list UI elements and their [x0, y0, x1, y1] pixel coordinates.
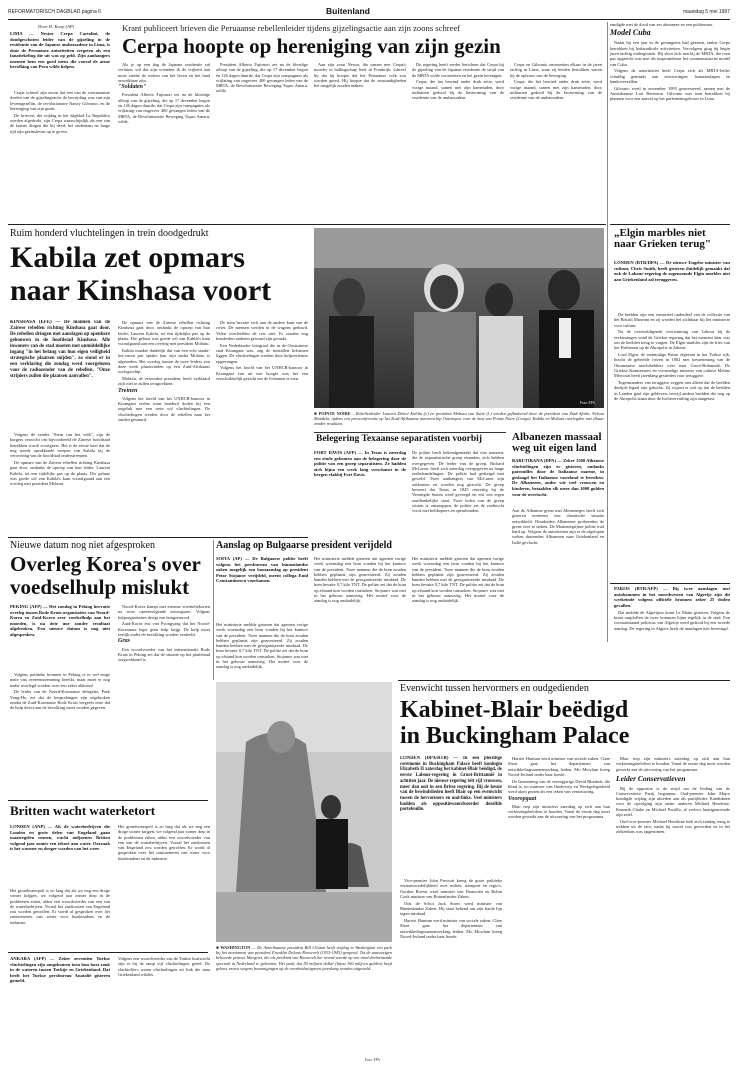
water-lead: LONDEN (ANP) — Als de waterbedrijven die Londen en grote delen van Engeland gaan maatregelen nemen, wacht miljoenen Britten volgend jaar zomer een tekort aan water. Oorzaak is het warmer en droger worden van het weer. — [10, 824, 110, 852]
blair-para: Oud-vice-premier Michael Heseltine leek zich zondag terug te trekken uit de race, nadat hij onwel was geworden en in het ziekenhuis was opgenomen. — [616, 818, 730, 835]
cuba-para: Volgens de autoriteiten heeft Cerpa zich als MRTA-leider schuldig gemaakt aan ontvoeringen, bomaanslagen en bankovervallen. — [610, 68, 730, 85]
kabila-body-col3 — [216, 320, 308, 532]
section-rule — [8, 224, 606, 225]
bulgarije-lead: SOFIA (AP) — De Bulgaarse politie heeft volgens het persbureau van binnenlandse zaken mogelijk een bomaanslag op president Petar Stojanov verijdeld, meent collega Emil Constantinescu voorkomen. — [216, 556, 308, 584]
kabila-photo-image — [314, 228, 604, 408]
issue-date: maandag 5 mei 1997 — [683, 9, 730, 15]
korea-kicker: Nieuwe datum nog niet afgesproken — [10, 540, 155, 551]
peru-para: De regering heeft eerder berichten dat Cerpa bij de gijzeling van de Japanse residentie de strijd van de MRTA wilde voortzetten en het gezin herenigen. — [412, 62, 504, 78]
korea-body-col2 — [118, 604, 210, 797]
kabila-para: Volgens de zender "Stem van het volk", zijn de burgers verzocht om bijvoorbeeld de Zaïrese hoofdstad betrekken wordt voortgezet. Het is de eerste keer dat de nog steeds oprukkende troepen van Kabila hij de verovering van de hoofdstad onderstreepten. — [10, 432, 110, 459]
kabila-para: De trein bevatte zich aan de andere kant van de rivier. De mensen werden in de wagons geduwd. Velen overleefden de reis niet. Er zouden nog honderden anderen gewond zijn geraakt. — [216, 320, 308, 341]
cuba-para: Nadat hij een jaar in de gevangenis had gezeten, raakte Cerpa betrokken bij linksradicale activiteiten. Vervolgens ging hij begin jaren tachtig ondergronds. Hij sloot zich aan bij de MRTA, die toen pas opgericht was met als inspiratiebron het communistische model van Cuba. — [610, 40, 730, 67]
blair-kicker: Evenwicht tussen hervormers en oudgedienden — [400, 683, 589, 694]
elgin-para: Tegenstanders van teruggave zeggen niet alleen dat de beelden destijds legaal zijn gekocht. Zij wijzen er ook op dat de beelden in Londen gaaf zijn gebleven, terwijl andere beelden die nog op de Akropolis staan door de luchtvervuiling zijn aangetast. — [614, 380, 730, 401]
kabila-subhead: Treinen — [118, 387, 138, 394]
peru-lead: LIMA — Nestor Cerpa Cartolini, de doodgeschoten leider van de gijzeling in de residentie van de Japanse ambassadeur in Lima, is door de Peruaanse autoriteiten vergeten als een fanatiekeling die uit was op geld. Zijn aanhangers noemen hem een goed mens die vooral de arme bevolking van Peru wilde helpen. — [10, 31, 110, 69]
blair-para: Ook de Schot Jack Straw werd minister van Binnenlandse Zaken. Hij staat bekend om zijn harde lijn tegen misdaad. — [400, 900, 502, 917]
albanezen-headline: Albanezen massaal weg uit eigen land — [512, 431, 602, 455]
bulgarije-body: Het ministerie meldde gisteren dat agenten vorige week woensdag een bom vonden bij het kantoor van de president. Twee mannen die de bom zouden hebben geplaatst zijn gearresteerd. Zij zouden banden hebben met de georganiseerde misdaad. De bom bevatte 0,7 kilo TNT. De politie zei dat de bom op afstand kon worden ontstoken. Stojanov was niet in het gebouw aanwezig. Het motief voor de aanslag is nog onduidelijk. — [216, 622, 308, 670]
blair-para: Bij de oppositie is de strijd om de leiding van de Conservatieve Partij begonnen. Oud-premier John Major kondigde vrijdag zijn aftreden aan als partijleider. Kandidaten voor de opvolging zijn onder anderen Michael Heseltine, Kenneth Clarke en Michael Portillo, al verloor laatstgenoemde zijn zetel. — [616, 785, 730, 818]
korea-body-col1 — [10, 672, 110, 797]
kabila-headline-2: naar Kinshasa voort — [10, 274, 272, 307]
peru-para: Als je op een dag de Japanse residentie zal verlaten, wil dat zijn vrienden ik de vrijheid aan moet omdat de wetten van het leven en het land onwrikbaar zijn. — [118, 62, 210, 83]
elgin-para: De beelden zijn een essentieel onderdeel van de collectie van het British Museum en zij worden het zichtbaar bij het ministerie voor cultuur. — [614, 312, 730, 328]
clinton-caption-lead: WASHINGTON — [220, 945, 251, 950]
section-rule-2 — [8, 537, 308, 538]
peru-para: Cerpa schreef zijn zoons dat een van de voornaamste doelen van de gijzelingsactie de bevrijding was van zijn levensgezellin, de revolutionaire Nancy Gilvonio, en de hereniging van zijn gezin. — [10, 90, 110, 111]
korea-lead: PEKING (AFP) — Het zondag in Peking hervatte overleg tussen Rode Kruis-organisaties van Noord-Korea en Zuid-Korea over voedselhulp aan het noorden, is na drie uur zonder resultaat afgebroken. Een nieuwe datum is nog niet afgesproken. — [10, 604, 110, 637]
kabila-para: Volgens het hoofd van het UNHCR-kantoor in Kisangani vielen ruim honderd doden bij een ongeluk met een trein vol vluchtelingen. De vluchtelingen werden door de rebellen naar het zuiden gestuurd. — [118, 395, 210, 423]
kabila-photo-credit: Foto: EPA — [580, 401, 595, 405]
cuba-subhead: Model Cuba — [610, 28, 651, 38]
blair-body-col3 — [616, 756, 730, 1060]
page-header — [8, 6, 730, 20]
blair-para: Blair riep zijn ministers zaterdag op zich aan hun verkiezingsbeloften te houden. Vanaf de eerste dag moet worden gewerkt aan de uitvoering van het programma. — [616, 756, 730, 772]
kabila-lead: KINSHASA (EFE) — De mannen van de Zaïrese rebellen richting Kinshasa gaat door. De rebellen dringen met aanslagen op openbare gebouwen in de hoofdstad Kinshasa. Alle inwoners van de stad moeten met onmiddellijke ingang "in het belang van hun eigen veiligheid strategische plaatsen mijden", zo stond er in een verklaring die zondag werd voorgelezen voor de radiozender van de rebellen. "Onze strijders zullen die plaatsen aanvallen". — [10, 320, 110, 379]
paris-body: Dat meldde de Algerijnse krant Le Matin gisteren. Volgens de krant ontploffen de twee bommen bijna tegelijk in de stad. Een vooraanstaand politicus van Algerije werd gedood bij een tweede aanslag. De regering in Algiers heeft de aanslagen niet bevestigd. — [614, 609, 730, 631]
paris-article — [614, 586, 730, 646]
texas-body: De politie heeft bekendgemaakt dat vier mannen, die de separatistische groep steunden, zich hebben overgegeven. De leider van de groep, Richard McLaren, heeft zich zaterdag overgegeven na lange onderhandelingen. De politie had gedreigd met geweld. Twee aanhangers van McLaren zijn ontkomen en worden nog gezocht. De groep beweert dat Texas in 1845 onwettig bij de Verenigde Staten werd gevoegd en eist een eigen onafhankelijke staat. Twee leden van de groep wisten te ontsnappen, de politie zet de zoektocht voort met helikopters en speurhonden. — [412, 450, 504, 514]
header-rule — [8, 19, 730, 20]
kabila-body-col1 — [10, 432, 110, 532]
column-rule — [213, 540, 214, 680]
texas-headline: Belegering Texaanse separatisten voorbij — [316, 434, 482, 444]
peru-body-col3 — [216, 62, 308, 220]
cuba-intro: eindigde met de dood van zes abonnees en een politieman. — [610, 22, 713, 27]
kabila-para: Kabila maakte duidelijk dat van een echt staakt-het-vuren pas sprake kan zijn nadat Mobutu is afgetreden. Het overleg tussen de twee leiders zou deze week plaatsvinden op een Zuid-Afrikaans oorlogsschip. — [118, 347, 210, 375]
korea-para: Noord-Korea kampt met enorme voedseltekorten na twee opeenvolgende misoogsten. Volgens hulporganisaties dreigt een hongersnood. — [118, 604, 210, 620]
albanezen-body: Aan de Albanese grens met Montenegro heeft zich gisteren eveneens een chaotische situatie ontwikkeld. Honderden Albanezen probeerden de grens over te steken. De Montenegrijnse politie trad hard op. Volgens de autoriteiten zijn er de afgelopen weken duizenden Albanezen naar Griekenland en Italië gevlucht. — [512, 508, 604, 545]
clinton-caption-text: — De Amerikaanse president Bill Clinton heeft vrijdag in Washington een park bij het monument van president Franklin Delano Roosevelt (1933-1945) geopend. Tot de aanwezigen behoorde prinses Margriet, die als peetkind van Roosevelt het woord voerde op een rond deelnemende speciaal in Nederland te gebeuren. Het park, dat 50 miljoen dollar (bijna 100 miljoen gulden) heeft gekost, moest wegens bezuinigingen op de overheidsuitgaven jarenlang worden uitgesteld. — [216, 945, 393, 971]
blair-para: Harriet Harman werd minister van sociale zaken. Clare Short gaat het departement van ontwikkelingssamenwerking leiden. Mo Mowlam kreeg Noord-Ierland onder haar hoede. — [508, 756, 610, 777]
korea-headline-1: Overleg Korea's over — [10, 552, 201, 576]
kabila-body-col2 — [118, 320, 210, 532]
blair-para: Vice-premier John Prescott kreeg de grote politieke verantwoordelijkheid over milieu, transport en regio's. Gordon Brown werd minister van Financiën en Robin Cook minister van Buitenlandse Zaken. — [400, 878, 502, 899]
blair-subhead-2: Leider Conservatieven — [616, 773, 686, 783]
blair-para: Blair riep zijn ministers zaterdag op zich aan hun verkiezingsbeloften te houden. Vanaf de eerste dag moet worden gewerkt aan de uitvoering van het programma. — [508, 803, 610, 820]
kabila-headline-1: Kabila zet opmars — [10, 241, 245, 274]
water-rule — [8, 800, 208, 801]
ankara-rule — [8, 952, 208, 953]
blair-headline-1: Kabinet-Blair beëdigd — [400, 697, 629, 723]
kabila-kicker: Ruim honderd vluchtelingen in trein doodgedrukt — [10, 228, 209, 239]
korea-para: De leider van de Noord-Koreaanse delegatie, Paek Yong-Ho, zei dat de besprekingen zijn afgebroken omdat de Zuid-Koreaanse Rode Kruis vergeefs eiste dat de hulp direct aan de bevolking moet worden gegeven. — [10, 689, 110, 711]
kabila-para: De opmars van de Zaïrese rebellen richting Kinshasa gaat door, ondanks de oproep van hun leider, Laurent Kabila, tot een tijdelijke pas op de plaats. Die gebaar was goede wil van Kabila's kant voorafgaand aan een overleg met president Mobutu. — [10, 459, 110, 487]
water-body-2: Het grondwaterpeil is zo laag dat als we nog een droge winter krijgen, we volgend jaar zomer diep in de problemen zitten, aldus een woordvoerder van een van de waterbedrijven. Vooral het zuidoosten van Engeland zou worden getroffen. Er wordt al gesproken over het rantsoeneren van water voor huishoudens en de industrie. — [118, 824, 210, 861]
kabila-para: Volgens het hoofd van het UNHCR-kantoor in Kisangani van uit een hoogte was het een verschrikkelijk gezicht om de lichamen te zien. — [216, 365, 308, 381]
texas-lead: FORT DAVIS (AFP) — In Texas is zaterdag een einde gekomen aan de belegering door de politie van een groep separatisten. Ze hadden zich bijna een week lang verschanst in de bergen vlakbij Fort Davis. — [314, 450, 406, 478]
elgin-rule — [610, 224, 730, 225]
peru-kicker: Krant publiceert brieven die Peruaanse rebellenleider tijdens gijzelingsactie aan zijn zoons schreef — [122, 23, 461, 33]
ankara-lead: ANKARA (AFP) — Zeker zeventien Turkse vluchtelingen zijn omgekomen toen hun boot zonk in de wateren tussen Turkije en Griekenland. Dat heeft het Turkse persbureau Anatolië gisteren gemeld. — [10, 956, 110, 984]
blair-subhead-1: Vooropgaat — [508, 795, 537, 802]
korea-para: Volgens politieke bronnen in Peking is er wel enige mate van overeenstemming bereikt, maar moet er nog nader overlegd worden over een zeker akkoord. — [10, 672, 110, 688]
blair-headline-2: in Buckingham Palace — [400, 723, 630, 749]
peru-body-col5 — [412, 62, 504, 220]
kabila-para: De opmars van de Zaïrese rebellen richting Kinshasa gaat door, ondanks de oproep van hun leider, Laurent Kabila, tot een tijdelijke pas op de plaats. Die gebaar was goede wil van Kabila's kant voorafgaand aan een overleg met president Mobutu. — [118, 320, 210, 347]
peru-byline: Door D. Koop (AP) — [38, 24, 75, 29]
ankara-article-2: Volgens een woordvoerder van de Turkse kustwacht zijn er bij de ramp vijf vluchtelingen gered. De slachtoffers waren vluchtelingen uit Irak die naar Griekenland wilden. — [118, 956, 210, 977]
blair-body-col2 — [508, 756, 610, 1060]
elgin-headline: „Elgin marbles niet naar Grieken terug" — [614, 227, 711, 251]
blair-body-col1 — [400, 878, 502, 1060]
peru-para: De brieven, die vrijdag in het dagblad La Republica werden afgedrukt, zijn Cerpa waarschijnlijk als een van de laatste dingen die hij deed, het ondernam na lange tijd zijn gezinsleven op te geven. — [10, 112, 110, 134]
section-title: Buitenland — [326, 6, 370, 16]
peru-para: Aan zijn zoon Nestor, die samen met Cerpa's moeder in ballingschap leeft in Frankrijk, schreef hij dat hij hoopte dat het Peruaanse volk zou worden gered. Hij hoopte dat de omstandigheden het mogelijk zouden maken. — [314, 62, 406, 89]
peru-body-col6 — [510, 62, 602, 220]
korea-headline-2: voedselhulp mislukt — [10, 575, 190, 599]
kabila-photo — [314, 228, 604, 408]
albanezen-lead: BARI/TIRANA (DPA) — Zeker 1500 Albanese vluchtelingen zijn er gisteren, ondanks patrouilles door de Italiaanse marine, in geslaagd het Italiaanse vasteland te bereiken. De Albanezen, onder wie veel vrouwen en kinderen, betaalden elk meer dan 1000 gulden voor de overtocht. — [512, 458, 604, 497]
paris-rule — [610, 583, 730, 584]
kabila-para: Mobutu, de verzwakte president, heeft verklaard zich niet te zullen terugtrekken. — [118, 375, 210, 387]
blair-para: De benoeming van de veertigjarige David Blunkett, die blind is, tot minister van Onderwijs en Werkgelegenheid werd alom gezien als een teken van vernieuwing. — [508, 778, 610, 795]
peru-body-col4 — [314, 62, 406, 220]
peru-body-col2 — [118, 62, 210, 220]
blair-lead: LONDEN (DPA/RTR) — In een plechtige ceremonie in Buckingham Palace heeft koningin Elizabeth II zaterdag het kabinet-Blair beëdigd, de eerste Labour-regering in Groot-Brittannië in achttien jaar. De nieuwe regering telt vijf vrouwen, meer dan ooit in een Britse regering. Bij de keuze van de bewindslieden heeft Blair op een evenwicht tussen de hervormers en oud-links. Veel ministers hadden als oppositiewoordvoerder dezelfde portefeuille. — [400, 756, 502, 813]
peru-para: President Alberto Fujimori zei na de bloedige afloop van de gijzeling, die op 17 december begon en 126 dagen duurde, dat Cerpa zijn compagnies als vrijlating van ongeveer 400 gevangen leden van de MRTA, de Revolutionaire Beweging Tupac Amaru, wilde. — [118, 92, 210, 124]
kabila-caption-text: – Rebellenleider Laurent Désiré Kabila (r.) en president Mobutu van Zaïre (l.) worden geflankeerd door de president van Zuid-Afrika, Nelson Mandela, tijdens een persconferentie op het Zuid-Afrikaanse marineschip Outeniqua, voor de kust van Pointe Noire (Congo). Kabila en Mobutu overlegden met elkaar zonder resultaat. — [314, 411, 604, 427]
elgin-para: Na de overweldigende overwinning van Labour bij de verkiezingen vond de Griekse regering dat het moment daar was om de beelden terug te vragen. De Elgin marbles zijn de fries van het Parthenon op de Akropolis in Athene. — [614, 329, 730, 351]
paris-lead: PARIJS (RTR/AFP) — Bij twee aanslagen met autobommen in het noordwesten van Algerije zijn dit weekeinde volgens officiële bronnen zeker 25 doden gevallen. — [614, 586, 730, 608]
blair-rule — [398, 680, 730, 681]
bulgarije-body-cont: Het ministerie meldde gisteren dat agenten vorige week woensdag een bom vonden bij het kantoor van de president. Twee mannen die de bom zouden hebben geplaatst zijn gearresteerd. Zij zouden banden hebben met de georganiseerde misdaad. De bom bevatte 0,7 kilo TNT. De politie zei dat de bom op afstand kon worden ontstoken. Stojanov was niet in het gebouw aanwezig. Het motief voor de aanslag is nog onduidelijk. — [314, 556, 406, 604]
peru-para: Cerpa en Gilvonio ontmoetten elkaar in de jaren tachtig in Lima, waar zij beiden betrokken waren bij de opbouw van de beweging. — [510, 62, 602, 78]
kabila-photo-caption: ■ POINTE NOIRE – Rebellenleider Laurent Désiré Kabila (r.) en president Mobutu van Zaïre (l.) worden geflankeerd door de president van Zuid-Afrika, Nelson Mandela, tijdens een persconferentie op het Zuid-Afrikaanse marineschip Outeniqua, voor de kust van Pointe Noire (Congo). Kabila en Mobutu overlegden met elkaar zonder resultaat. — [314, 411, 604, 427]
ankara-article-1 — [10, 956, 110, 1060]
peru-body-col1 — [10, 90, 110, 220]
peru-headline: Cerpa hoopte op hereniging van zijn gezin — [122, 34, 501, 58]
kabila-caption-lead: POINTE NOIRE — [318, 411, 351, 416]
clinton-photo — [216, 682, 392, 942]
elgin-para: Lord Elgin, de toenmalige Britse afgezant in het Turkse rijk, bracht de gebeelde frezen in 1802 met toestemming van de Ottomaanse machthebbers over naar Groot-Brittannië. De Griekse Kunstenares en voormalige minister van cultuur Melina Mercouri heeft jarenlang gestreden voor teruggave. — [614, 352, 730, 379]
peru-para: President Alberto Fujimori zei na de bloedige afloop van de gijzeling, die op 17 december begon en 126 dagen duurde, dat Cerpa zijn compagnies als vrijlating van ongeveer 400 gevangen leden van de MRTA, de Revolutionaire Beweging Tupac Amaru, wilde. — [216, 62, 308, 94]
bulgarije-body-cont2: Het ministerie meldde gisteren dat agenten vorige week woensdag een bom vonden bij het kantoor van de president. Twee mannen die de bom zouden hebben geplaatst zijn gearresteerd. Zij zouden banden hebben met de georganiseerde misdaad. De bom bevatte 0,7 kilo TNT. De politie zei dat de bom op afstand kon worden ontstoken. Stojanov was niet in het gebouw aanwezig. Het motief voor de aanslag is nog onduidelijk. — [412, 556, 504, 604]
korea-para: Een woordvoerder van het internationale Rode Kruis in Peking zei dat de situatie op het platteland zorgwekkend is. — [118, 646, 210, 663]
peru-para: Cerpa, die het bewind onder druk zette, werd vorige maand, samen met zijn kameraden, door militairen gedood bij de bestorming van de residentie van de ambassadeur. — [412, 79, 504, 101]
bulgarije-headline: Aanslag op Bulgaarse president verijdeld — [216, 540, 392, 551]
korea-subhead: Gras — [118, 638, 131, 645]
clinton-photo-image — [216, 682, 392, 942]
water-headline: Britten wacht waterketort — [10, 803, 156, 818]
column-rule — [607, 22, 608, 642]
elgin-lead: LONDEN (RTR/DPA) — De nieuwe Engelse minister van cultuur, Chris Smith, heeft gisteren duidelijk gemaakt dat ook de Labour-regering de zogenoemde Elgin marbles niet aan Griekenland zal teruggeven. — [614, 260, 730, 282]
peru-para: Cerpa, die het bewind onder druk zette, werd vorige maand, samen met zijn kameraden, door militairen gedood bij de bestorming van de residentie van de ambassadeur. — [510, 79, 602, 101]
clinton-photo-caption: ■ WASHINGTON — De Amerikaanse president Bill Clinton heeft vrijdag in Washington een park bij het monument van president Franklin Delano Roosevelt (1933-1945) geopend. Tot de aanwezigen behoorde prinses Margriet, die als peetkind van Roosevelt het woord voerde op een rond deelnemende speciaal in Nederland te gebeuren. Het park, dat 50 miljoen dollar (bijna 100 miljoen gulden) heeft gekost, moest wegens bezuinigingen op de overheidsuitgaven jarenlang worden uitgesteld. — [216, 945, 393, 971]
elgin-body — [614, 312, 730, 582]
peru-subhead: "Soldaten" — [118, 84, 147, 91]
paper-name: REFORMATORISCH DAGBLAD pagina 6 — [8, 9, 101, 15]
cuba-column — [610, 22, 730, 222]
kabila-para: Een Nederlandse fotograaf die in de Oostzaïrese stad Kisangani was, zag de tientallen lichamen liggen. De vluchtelingen werden door hulpverleners opgevangen. — [216, 342, 308, 364]
clinton-photo-credit: Foto: EPA — [365, 1058, 380, 1062]
korea-para: Zuid-Korea eist van Pyongyang dat het Noord-Koreaanse leger geen hulp krijgt. De hulp moet eerlijk onder de bevolking worden verdeeld. — [118, 621, 210, 637]
water-body-1: Het grondwaterpeil is zo laag dat als we nog een droge winter krijgen, we volgend jaar zomer diep in de problemen zitten, aldus een woordvoerder van een van de waterbedrijven. Vooral het zuidoosten van Engeland zou worden getroffen. Er wordt al gesproken over het rantsoeneren van water voor huishoudens en de industrie. — [10, 888, 110, 925]
blair-para: Harriet Harman werd minister van sociale zaken. Clare Short gaat het departement van ontwikkelingssamenwerking leiden. Mo Mowlam kreeg Noord-Ierland onder haar hoede. — [400, 918, 502, 939]
cuba-para: Gilvonio werd in november 1995 gearresteerd, samen met de Amerikaanse Lori Berenson. Gilvonio was toen betrokken bij plannen voor een aanval op het parlementsgebouw in Lima. — [610, 85, 730, 102]
